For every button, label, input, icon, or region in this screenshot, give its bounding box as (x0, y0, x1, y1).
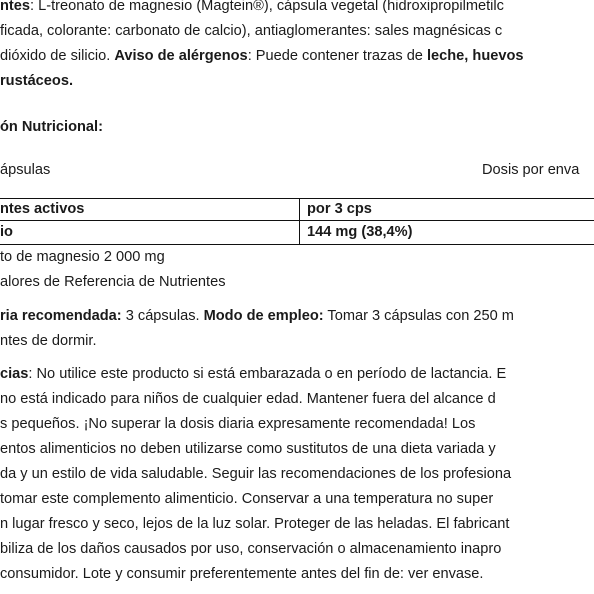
warnings-line-6: tomar este complemento alimenticio. Conservar a una temperatura no super (0, 491, 494, 507)
warnings-line-8: biliza de los daños causados por uso, conservación o almacenamiento inapro (0, 541, 502, 557)
recommended-dose-text: 3 cápsulas. (121, 308, 204, 324)
ingredients-line-1 (0, 0, 504, 14)
ingredients-line-3 (0, 49, 524, 64)
nutrition-heading: ón Nutricional: (0, 119, 103, 135)
ingredients-label: ntes (0, 0, 31, 14)
dose-line-2: ntes de dormir. (0, 333, 97, 349)
table-header-active-ingredients: ntes activos (0, 201, 85, 217)
dose-per-container-label: Dosis por enva (482, 162, 580, 178)
allergen-label: Aviso de alérgenos (114, 48, 248, 64)
note-nrv: alores de Referencia de Nutrientes (0, 274, 226, 290)
warnings-line-4: entos alimenticios no deben utilizarse como sustitutos de una dieta variada y (0, 441, 496, 457)
warnings-label: cias (0, 366, 29, 382)
table-header-per-3-caps: por 3 cps (307, 201, 372, 217)
ingredients-text-2: ficada, colorante: carbonato de calcio), antiaglomerantes: sales magnésicas c (0, 23, 503, 39)
recommended-dose-label: ria recomendada: (0, 308, 122, 324)
warnings-line-3: s pequeños. ¡No superar la dosis diaria expresamente recomendada! Los (0, 416, 476, 432)
table-row-magnesium-value: 144 mg (38,4%) (307, 224, 413, 240)
table-top-border (0, 198, 594, 199)
ingredients-line-2 (0, 24, 502, 39)
warnings-line-1 (0, 367, 506, 382)
warnings-line-7: n lugar fresco y seco, lejos de la luz solar. Proteger de las heladas. El fabricant (0, 516, 510, 532)
ingredients-text-3b: : Puede contener trazas de (247, 48, 427, 64)
note-magnesium-threonate: to de magnesio 2 000 mg (0, 249, 165, 265)
warnings-text-1: : No utilice este producto si está embarazada o en período de lactancia. E (28, 366, 507, 382)
usage-text: Tomar 3 cápsulas con 250 m (323, 308, 514, 324)
ingredients-text-1: : L-treonato de magnesio (Magtein®), cápsula vegetal (hidroxipropilmetilc (30, 0, 504, 14)
warnings-line-5: da y un estilo de vida saludable. Seguir las recomendaciones de los profesiona (0, 466, 512, 482)
table-bottom-border (0, 244, 594, 245)
table-middle-border (0, 220, 594, 221)
table-row-magnesium-name: io (0, 224, 13, 240)
dose-line-1 (0, 309, 514, 324)
ingredients-line-4 (0, 74, 73, 89)
capsules-label: ápsulas (0, 162, 51, 178)
warnings-line-9: consumidor. Lote y consumir preferentemente antes del fin de: ver envase. (0, 566, 484, 582)
allergen-items: leche, huevos (426, 48, 524, 64)
ingredients-text-4: rustáceos. (0, 73, 74, 89)
warnings-line-2: no está indicado para niños de cualquier edad. Mantener fuera del alcance d (0, 391, 496, 407)
usage-label: Modo de empleo: (203, 308, 324, 324)
ingredients-text-3: dióxido de silicio. (0, 48, 115, 64)
table-column-divider (299, 198, 300, 244)
